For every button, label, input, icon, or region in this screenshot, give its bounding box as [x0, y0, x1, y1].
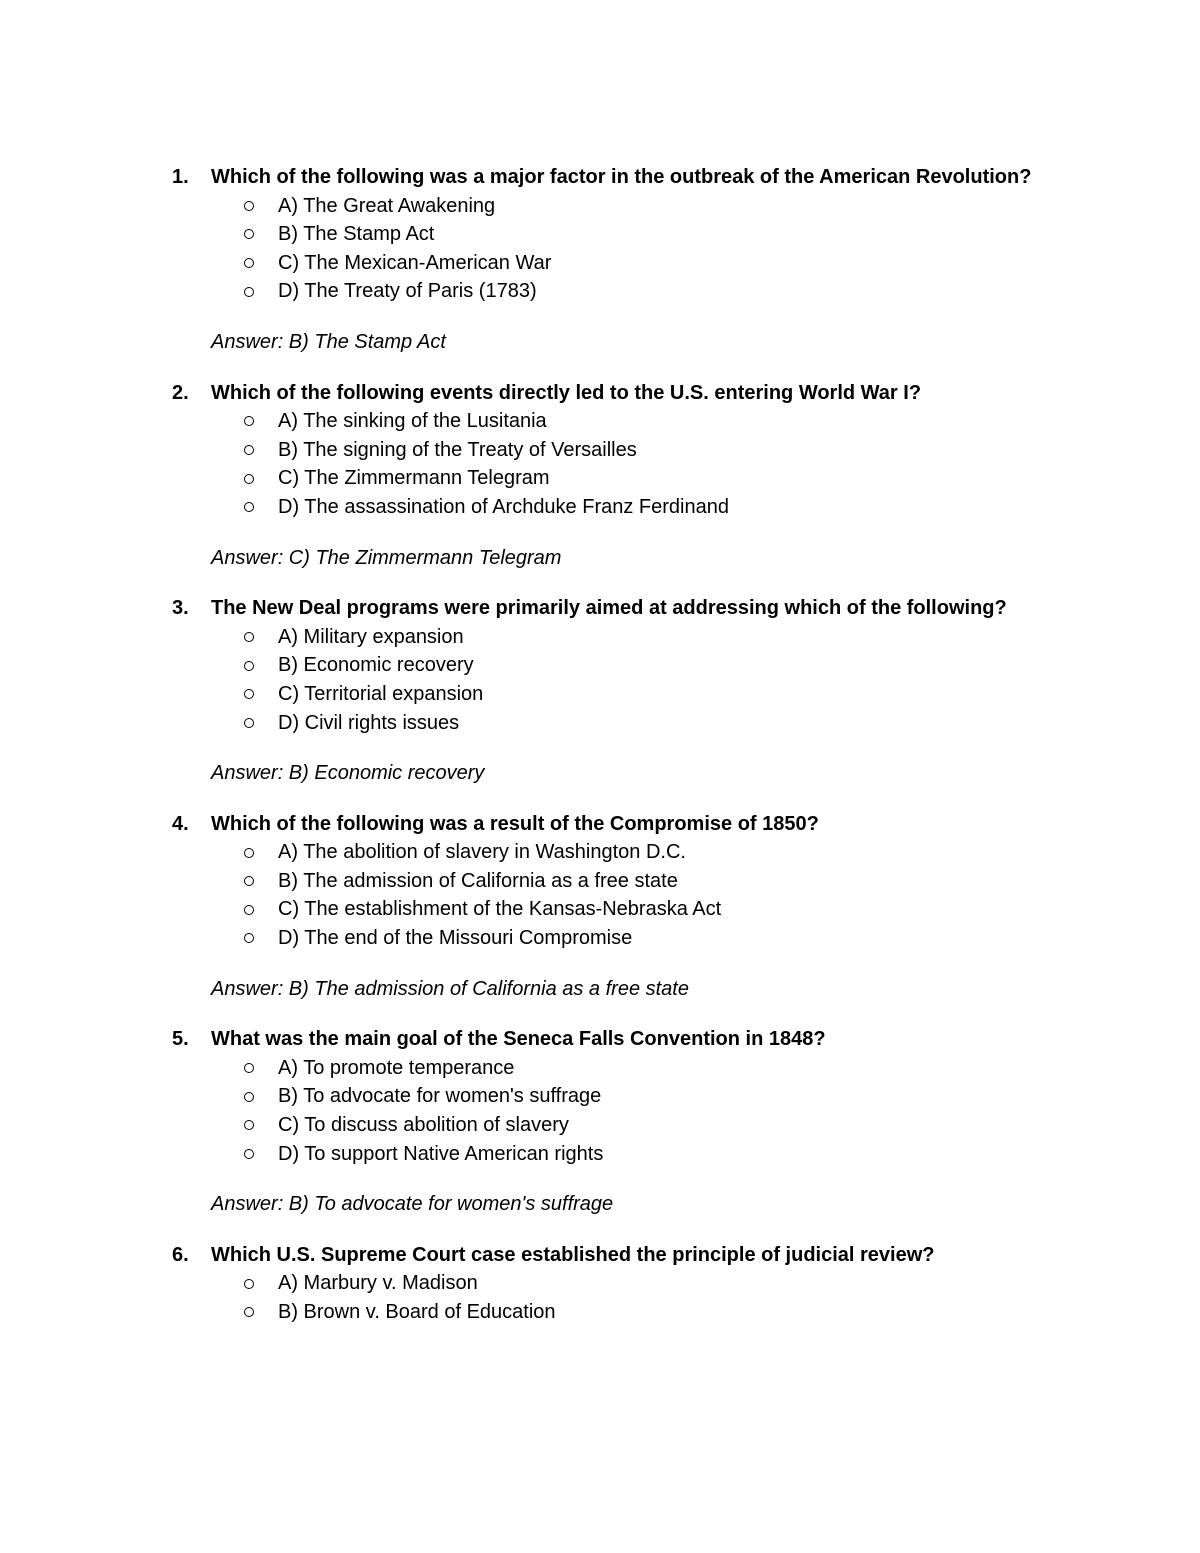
option-item	[244, 651, 1052, 680]
option-text: C) The establishment of the Kansas-Nebraska Act	[278, 898, 722, 921]
option-text: C) To discuss abolition of slavery	[278, 1114, 569, 1137]
option-text: D) The assassination of Archduke Franz Ferdinand	[278, 495, 729, 518]
hollow-circle-icon	[244, 1092, 254, 1102]
option-item	[244, 220, 1052, 249]
option-item	[244, 192, 1052, 221]
hollow-circle-icon	[244, 474, 254, 484]
question-number: 4.	[172, 812, 189, 835]
option-text: B) The Stamp Act	[278, 223, 435, 246]
option-item	[244, 867, 1052, 896]
option-item	[244, 436, 1052, 465]
option-list	[172, 1269, 1052, 1326]
option-list	[172, 192, 1052, 306]
answer-text: Answer: B) To advocate for women's suffrage	[211, 1193, 614, 1216]
option-item	[244, 1054, 1052, 1083]
option-text: A) To promote temperance	[278, 1056, 515, 1079]
option-text: B) Brown v. Board of Education	[278, 1301, 556, 1323]
option-text: B) The signing of the Treaty of Versailles	[278, 438, 637, 461]
question-text: Which of the following was a result of the Compromise of 1850?	[211, 812, 819, 835]
question-6	[172, 1241, 1052, 1327]
hollow-circle-icon	[244, 632, 254, 642]
option-item	[244, 1140, 1052, 1169]
hollow-circle-icon	[244, 1120, 254, 1130]
option-text: B) Economic recovery	[278, 654, 474, 677]
option-list	[172, 623, 1052, 737]
question-header	[172, 1025, 1052, 1054]
option-item	[244, 277, 1052, 306]
option-item	[244, 1269, 1052, 1298]
hollow-circle-icon	[244, 445, 254, 455]
option-text: A) The Great Awakening	[278, 194, 496, 217]
hollow-circle-icon	[244, 1279, 254, 1289]
question-3	[172, 594, 1052, 788]
question-header	[172, 379, 1052, 408]
question-number: 2.	[172, 381, 189, 404]
answer-text: Answer: B) The admission of California as a free state	[211, 977, 689, 1000]
option-item	[244, 464, 1052, 493]
question-header	[172, 163, 1052, 192]
question-header	[172, 810, 1052, 839]
hollow-circle-icon	[244, 1063, 254, 1073]
option-text: D) To support Native American rights	[278, 1142, 604, 1165]
option-item	[244, 407, 1052, 436]
answer-text: Answer: B) The Stamp Act	[211, 330, 446, 353]
hollow-circle-icon	[244, 258, 254, 268]
option-item	[244, 249, 1052, 278]
option-text: D) The Treaty of Paris (1783)	[278, 280, 537, 303]
hollow-circle-icon	[244, 848, 254, 858]
option-list	[172, 407, 1052, 521]
question-number: 6.	[172, 1243, 189, 1266]
question-5	[172, 1025, 1052, 1219]
question-text: The New Deal programs were primarily aimed at addressing which of the following?	[211, 597, 1007, 620]
option-text: D) Civil rights issues	[278, 711, 460, 734]
option-text: B) The admission of California as a free state	[278, 869, 678, 892]
hollow-circle-icon	[244, 416, 254, 426]
option-text: A) Military expansion	[278, 625, 464, 648]
option-item	[244, 924, 1052, 953]
option-item	[244, 709, 1052, 738]
question-text: What was the main goal of the Seneca Falls Convention in 1848?	[211, 1028, 826, 1051]
option-item	[244, 493, 1052, 522]
question-2	[172, 379, 1052, 573]
answer-text: Answer: C) The Zimmermann Telegram	[211, 546, 562, 569]
option-text: A) The abolition of slavery in Washington D.C.	[278, 841, 686, 864]
option-item	[244, 623, 1052, 652]
hollow-circle-icon	[244, 933, 254, 943]
question-number: 3.	[172, 597, 189, 620]
hollow-circle-icon	[244, 1307, 254, 1317]
hollow-circle-icon	[244, 661, 254, 671]
question-number: 5.	[172, 1028, 189, 1051]
question-number: 1.	[172, 166, 189, 188]
option-item	[244, 838, 1052, 867]
option-text: A) Marbury v. Madison	[278, 1272, 478, 1295]
option-item	[244, 1298, 1052, 1327]
option-list	[172, 1054, 1052, 1168]
option-item	[244, 1082, 1052, 1111]
option-item	[244, 1111, 1052, 1140]
option-text: D) The end of the Missouri Compromise	[278, 927, 633, 950]
question-text: Which of the following was a major factor in the outbreak of the American Revolution?	[211, 166, 1032, 188]
option-item	[244, 895, 1052, 924]
hollow-circle-icon	[244, 201, 254, 211]
option-text: B) To advocate for women's suffrage	[278, 1085, 602, 1108]
option-text: C) The Zimmermann Telegram	[278, 467, 550, 490]
option-text: C) Territorial expansion	[278, 682, 484, 705]
question-4	[172, 810, 1052, 1004]
answer-text: Answer: B) Economic recovery	[211, 762, 485, 785]
hollow-circle-icon	[244, 1149, 254, 1159]
hollow-circle-icon	[244, 905, 254, 915]
question-header	[172, 1241, 1052, 1270]
question-text: Which U.S. Supreme Court case established the principle of judicial review?	[211, 1243, 935, 1266]
hollow-circle-icon	[244, 718, 254, 728]
option-text: A) The sinking of the Lusitania	[278, 410, 547, 433]
hollow-circle-icon	[244, 689, 254, 699]
option-item	[244, 680, 1052, 709]
question-header	[172, 594, 1052, 623]
question-text: Which of the following events directly led to the U.S. entering World War I?	[211, 381, 922, 404]
question-list	[172, 163, 1052, 1327]
question-1	[172, 163, 1052, 357]
option-list	[172, 838, 1052, 952]
hollow-circle-icon	[244, 876, 254, 886]
hollow-circle-icon	[244, 502, 254, 512]
hollow-circle-icon	[244, 287, 254, 297]
hollow-circle-icon	[244, 229, 254, 239]
option-text: C) The Mexican-American War	[278, 251, 552, 274]
